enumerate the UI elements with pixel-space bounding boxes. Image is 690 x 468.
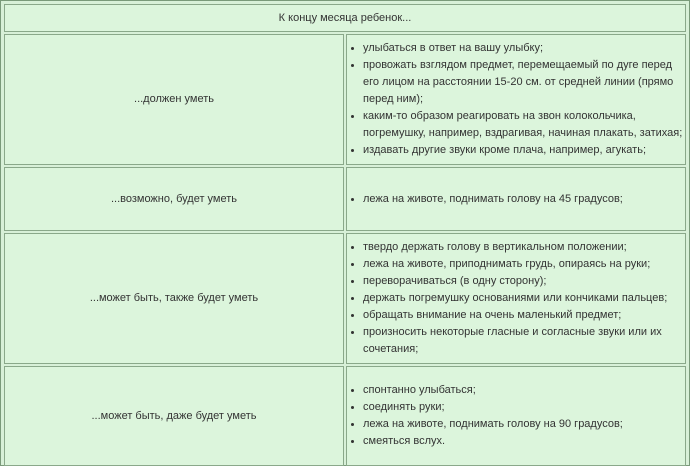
row-label: ...может быть, даже будет уметь [4, 366, 344, 466]
list-item: • издавать другие звуки кроме плача, например, агукать; [363, 142, 685, 159]
list-item: • смеяться вслух. [363, 433, 685, 450]
development-table [2, 2, 688, 468]
row-items [346, 34, 686, 165]
list-item: • лежа на животе, приподнимать грудь, опираясь на руки; [363, 256, 685, 273]
table-header: К концу месяца ребенок... [4, 4, 686, 32]
list-item: • держать погремушку основаниями или кончиками пальцев; [363, 290, 685, 307]
list-item: • спонтанно улыбаться; [363, 382, 685, 399]
table-row [4, 34, 686, 165]
list-item: • произносить некоторые гласные и согласные звуки или их сочетания; [363, 324, 685, 358]
table-row [4, 167, 686, 231]
list-item: • твердо держать голову в вертикальном положении; [363, 239, 685, 256]
skills-list [347, 191, 685, 208]
list-item: • провожать взглядом предмет, перемещаемый по дуге перед его лицом на расстоянии 15-20 см. от средней линии (прямо перед ним); [363, 57, 685, 108]
table-row [4, 233, 686, 364]
skills-list [347, 382, 685, 450]
list-item: • улыбаться в ответ на вашу улыбку; [363, 40, 685, 57]
row-label: ...должен уметь [4, 34, 344, 165]
list-item: • соединять руки; [363, 399, 685, 416]
skills-list [347, 239, 685, 358]
row-items [346, 167, 686, 231]
list-item: • обращать внимание на очень маленький предмет; [363, 307, 685, 324]
row-label: ...может быть, также будет уметь [4, 233, 344, 364]
table-header-row [4, 4, 686, 32]
list-item: • каким-то образом реагировать на звон колокольчика, погремушку, например, вздрагивая, начиная плакать, затихая; [363, 108, 685, 142]
skills-list [347, 40, 685, 159]
row-items [346, 233, 686, 364]
list-item: • лежа на животе, поднимать голову на 45 градусов; [363, 191, 685, 208]
row-label: ...возможно, будет уметь [4, 167, 344, 231]
list-item: • лежа на животе, поднимать голову на 90 градусов; [363, 416, 685, 433]
list-item: • переворачиваться (в одну сторону); [363, 273, 685, 290]
row-items [346, 366, 686, 466]
table-row [4, 366, 686, 466]
